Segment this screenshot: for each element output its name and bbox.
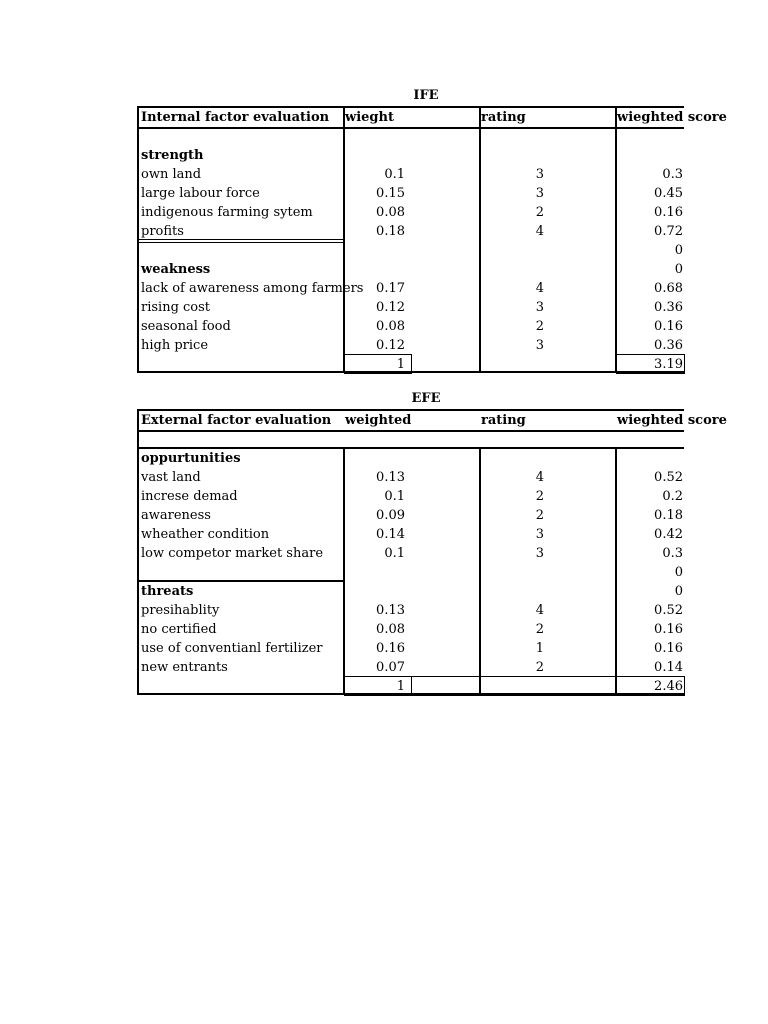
factor-label: no certified: [141, 622, 217, 637]
factor-label: indigenous farming sytem: [141, 205, 313, 220]
efe-header-row: [139, 411, 727, 430]
table-row: [139, 165, 684, 184]
factor-rating: 3: [535, 527, 544, 542]
factor-label: increse demad: [141, 489, 238, 504]
factor-score: 0.52: [654, 470, 683, 485]
table-row: [139, 298, 684, 317]
efe-threat-heading: threats: [141, 584, 194, 599]
factor-rating: 1: [535, 641, 544, 656]
factor-label: own land: [141, 167, 202, 182]
factor-weight: 0.14: [376, 527, 405, 542]
efe-table: [137, 409, 727, 695]
ife-header-label: Internal factor evaluation: [141, 110, 330, 125]
table-row: [139, 487, 684, 506]
ife-header-row: [139, 108, 727, 127]
table-row: [139, 525, 684, 544]
factor-score: 0.42: [654, 527, 683, 542]
factor-weight: 0.17: [376, 281, 405, 296]
table-row: [139, 601, 684, 620]
factor-rating: 2: [535, 489, 544, 504]
efe-threat-heading-row: [139, 582, 684, 601]
factor-rating: 2: [535, 319, 544, 334]
factor-rating: 2: [535, 660, 544, 675]
efe-header-rating: rating: [481, 413, 526, 428]
factor-rating: 2: [535, 205, 544, 220]
factor-rating: 3: [535, 300, 544, 315]
factor-weight: 0.18: [376, 224, 405, 239]
factor-score: 0.68: [654, 281, 683, 296]
table-row: [139, 241, 684, 260]
factor-score: 0.52: [654, 603, 683, 618]
factor-score: 0.16: [654, 205, 683, 220]
efe-opportunity-heading: oppurtunities: [141, 451, 241, 466]
factor-rating: 2: [535, 508, 544, 523]
factor-rating: 4: [535, 281, 544, 296]
factor-rating: 4: [535, 470, 544, 485]
factor-score: 0.3: [662, 546, 683, 561]
ife-total-weight: 1: [396, 357, 405, 372]
factor-weight: 0.08: [376, 205, 405, 220]
table-row: [139, 658, 684, 677]
factor-weight: 0.13: [376, 603, 405, 618]
table-row: [139, 544, 684, 563]
ife-total-score: 3.19: [654, 357, 683, 372]
efe-opportunity-heading-row: [139, 449, 684, 468]
factor-rating: 2: [535, 622, 544, 637]
factor-rating: 3: [535, 186, 544, 201]
factor-label: use of conventianl fertilizer: [141, 641, 323, 656]
factor-label: profits: [141, 224, 184, 239]
factor-label: large labour force: [141, 186, 260, 201]
efe-header-label: External factor evaluation: [141, 413, 332, 428]
factor-score: 0.2: [662, 489, 683, 504]
factor-label: lack of awareness among farmers: [141, 281, 364, 296]
ife-title: IFE: [413, 88, 439, 103]
table-row: [139, 639, 684, 658]
ife-total-row: [139, 355, 684, 374]
ife-header-weighted-score: wieghted score: [617, 110, 727, 125]
factor-score: 0: [674, 584, 683, 599]
ife-weakness-heading-row: [139, 260, 684, 279]
factor-weight: 0.16: [376, 641, 405, 656]
factor-score: 0.16: [654, 641, 683, 656]
factor-score: 0.36: [654, 300, 683, 315]
factor-score: 0: [674, 565, 683, 580]
factor-weight: 0.07: [376, 660, 405, 675]
efe-total-row: [139, 677, 684, 696]
ife-header-rating: rating: [481, 110, 526, 125]
factor-weight: 0.08: [376, 319, 405, 334]
factor-label: rising cost: [141, 300, 211, 315]
table-row: [139, 203, 684, 222]
table-row: [139, 468, 684, 487]
factor-rating: 3: [535, 546, 544, 561]
factor-weight: 0.1: [384, 167, 405, 182]
factor-weight: 0.13: [376, 470, 405, 485]
factor-rating: 3: [535, 338, 544, 353]
factor-score: 0.16: [654, 622, 683, 637]
factor-label: new entrants: [141, 660, 228, 675]
factor-label: wheather condition: [141, 527, 270, 542]
factor-label: high price: [141, 338, 209, 353]
table-row: [139, 184, 684, 203]
table-row: [139, 563, 684, 582]
efe-header-weighted-score: wieghted score: [617, 413, 727, 428]
ife-strength-heading-row: [139, 146, 684, 165]
factor-weight: 0.1: [384, 546, 405, 561]
factor-label: low competor market share: [141, 546, 324, 561]
table-row: [139, 279, 684, 298]
factor-rating: 4: [535, 224, 544, 239]
factor-weight: 0.12: [376, 338, 405, 353]
factor-rating: 4: [535, 603, 544, 618]
efe-title: EFE: [411, 391, 441, 406]
factor-score: 0.16: [654, 319, 683, 334]
factor-weight: 0.1: [384, 489, 405, 504]
factor-score: 0.3: [662, 167, 683, 182]
factor-weight: 0.15: [376, 186, 405, 201]
factor-weight: 0.12: [376, 300, 405, 315]
factor-score: 0.36: [654, 338, 683, 353]
efe-header-weight: weighted: [345, 413, 412, 428]
factor-label: awareness: [141, 508, 211, 523]
factor-label: vast land: [141, 470, 201, 485]
table-row: [139, 506, 684, 525]
ife-strength-heading: strength: [141, 148, 204, 163]
factor-rating: 3: [535, 167, 544, 182]
table-row: [139, 336, 684, 355]
factor-score: 0.18: [654, 508, 683, 523]
ife-spacer-row: [139, 127, 684, 146]
factor-label: presihablity: [141, 603, 220, 618]
efe-total-weight: 1: [396, 679, 405, 694]
factor-weight: 0.09: [376, 508, 405, 523]
ife-weakness-heading: weakness: [141, 262, 211, 277]
factor-weight: 0.08: [376, 622, 405, 637]
table-row: [139, 222, 684, 241]
efe-spacer-row: [139, 430, 684, 449]
ife-header-weight: wieght: [345, 110, 394, 125]
factor-score: 0.72: [654, 224, 683, 239]
table-row: [139, 620, 684, 639]
efe-total-score: 2.46: [654, 679, 683, 694]
factor-score: 0: [674, 243, 683, 258]
factor-score: 0.14: [654, 660, 683, 675]
table-row: [139, 317, 684, 336]
factor-score: 0.45: [654, 186, 683, 201]
ife-table: [137, 106, 727, 373]
factor-label: seasonal food: [141, 319, 231, 334]
factor-score: 0: [674, 262, 683, 277]
